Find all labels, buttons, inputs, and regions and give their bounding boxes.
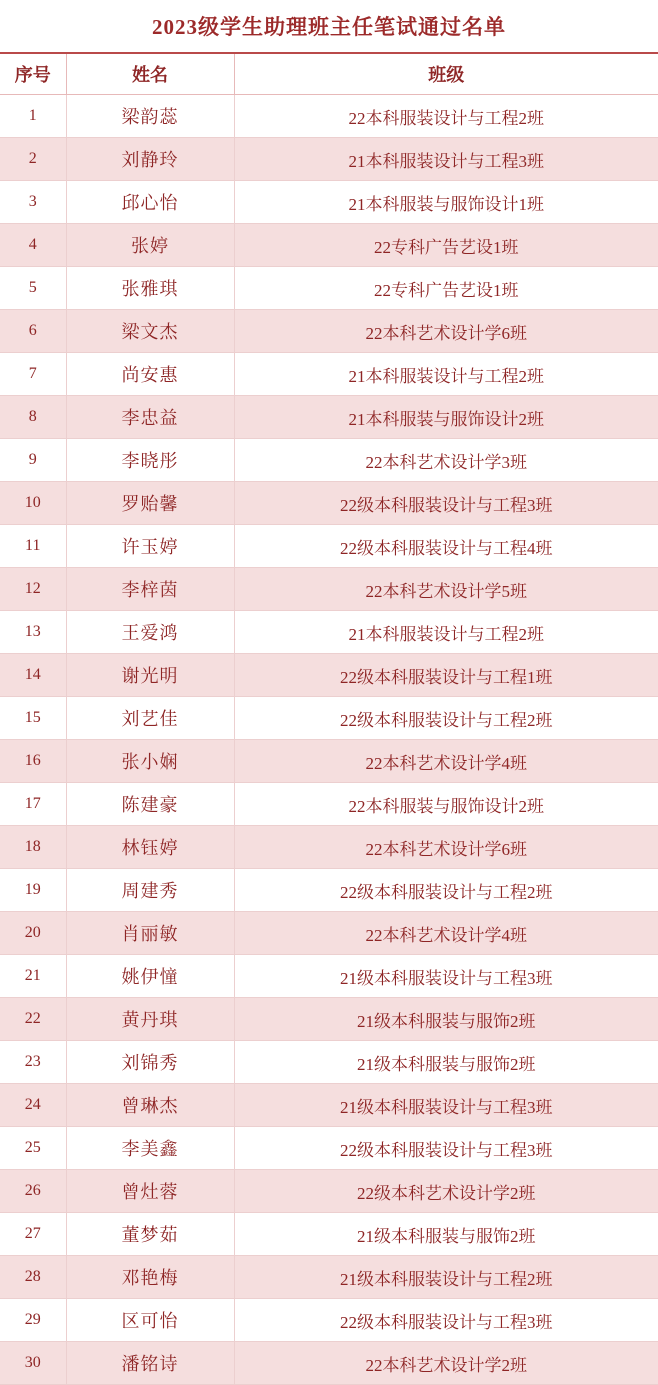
cell-name: 李梓茵 [66,568,234,611]
cell-class: 22本科艺术设计学6班 [234,310,658,353]
cell-index: 24 [0,1084,66,1127]
cell-index: 25 [0,1127,66,1170]
cell-index: 18 [0,826,66,869]
table-row [0,568,658,611]
cell-index: 5 [0,267,66,310]
cell-class: 22级本科服装设计与工程3班 [234,482,658,525]
cell-index: 16 [0,740,66,783]
table-row [0,912,658,955]
table-row [0,955,658,998]
cell-index: 15 [0,697,66,740]
cell-name: 谢光明 [66,654,234,697]
cell-name: 肖丽敏 [66,912,234,955]
table-row [0,826,658,869]
table-row [0,697,658,740]
cell-name: 李忠益 [66,396,234,439]
table-row [0,482,658,525]
cell-index: 9 [0,439,66,482]
cell-index: 12 [0,568,66,611]
cell-name: 尚安惠 [66,353,234,396]
table-row [0,783,658,826]
table-body [0,95,658,1385]
cell-name: 刘静玲 [66,138,234,181]
cell-class: 22级本科艺术设计学2班 [234,1170,658,1213]
roster-table [0,54,658,1385]
cell-class: 22本科艺术设计学6班 [234,826,658,869]
document-title-bar [0,0,658,54]
cell-class: 21本科服装与服饰设计2班 [234,396,658,439]
table-row [0,310,658,353]
cell-index: 8 [0,396,66,439]
cell-index: 22 [0,998,66,1041]
cell-class: 22级本科服装设计与工程2班 [234,697,658,740]
cell-index: 23 [0,1041,66,1084]
cell-class: 21本科服装设计与工程3班 [234,138,658,181]
table-row [0,396,658,439]
cell-name: 许玉婷 [66,525,234,568]
cell-index: 13 [0,611,66,654]
cell-class: 21本科服装设计与工程2班 [234,353,658,396]
cell-name: 姚伊憧 [66,955,234,998]
cell-name: 王爱鸿 [66,611,234,654]
table-row [0,1342,658,1385]
cell-name: 刘艺佳 [66,697,234,740]
cell-index: 3 [0,181,66,224]
table-row [0,267,658,310]
cell-index: 4 [0,224,66,267]
table-row [0,1256,658,1299]
cell-index: 2 [0,138,66,181]
cell-name: 张小娴 [66,740,234,783]
cell-index: 17 [0,783,66,826]
table-row [0,224,658,267]
cell-name: 区可怡 [66,1299,234,1342]
cell-name: 陈建豪 [66,783,234,826]
cell-class: 22本科艺术设计学4班 [234,912,658,955]
cell-name: 梁韵蕊 [66,95,234,138]
table-row [0,998,658,1041]
table-row [0,740,658,783]
cell-name: 张雅琪 [66,267,234,310]
cell-index: 30 [0,1342,66,1385]
cell-class: 22级本科服装设计与工程4班 [234,525,658,568]
column-header-index: 序号 [0,54,66,95]
cell-class: 22本科服装设计与工程2班 [234,95,658,138]
cell-class: 22本科艺术设计学2班 [234,1342,658,1385]
cell-class: 21级本科服装与服饰2班 [234,998,658,1041]
table-row [0,1041,658,1084]
table-row [0,181,658,224]
cell-index: 21 [0,955,66,998]
cell-class: 21级本科服装与服饰2班 [234,1213,658,1256]
cell-class: 22级本科服装设计与工程3班 [234,1299,658,1342]
cell-class: 21级本科服装与服饰2班 [234,1041,658,1084]
table-row [0,1170,658,1213]
table-header-row [0,54,658,95]
page-title: 2023级学生助理班主任笔试通过名单 [152,15,506,39]
table-row [0,1299,658,1342]
table-row [0,95,658,138]
table-row [0,611,658,654]
cell-class: 21本科服装设计与工程2班 [234,611,658,654]
table-row [0,654,658,697]
cell-index: 11 [0,525,66,568]
cell-class: 22本科艺术设计学5班 [234,568,658,611]
cell-class: 22专科广告艺设1班 [234,267,658,310]
cell-name: 刘锦秀 [66,1041,234,1084]
cell-index: 20 [0,912,66,955]
cell-index: 7 [0,353,66,396]
cell-name: 董梦茹 [66,1213,234,1256]
cell-name: 黄丹琪 [66,998,234,1041]
cell-index: 26 [0,1170,66,1213]
cell-name: 张婷 [66,224,234,267]
cell-class: 22本科艺术设计学3班 [234,439,658,482]
table-row [0,353,658,396]
table-row [0,869,658,912]
cell-index: 29 [0,1299,66,1342]
table-row [0,1213,658,1256]
cell-name: 曾琳杰 [66,1084,234,1127]
cell-index: 10 [0,482,66,525]
cell-index: 27 [0,1213,66,1256]
cell-name: 周建秀 [66,869,234,912]
cell-class: 21级本科服装设计与工程3班 [234,1084,658,1127]
cell-index: 6 [0,310,66,353]
cell-class: 22本科艺术设计学4班 [234,740,658,783]
cell-class: 21级本科服装设计与工程2班 [234,1256,658,1299]
table-header [0,54,658,95]
cell-name: 梁文杰 [66,310,234,353]
cell-index: 14 [0,654,66,697]
table-row [0,525,658,568]
cell-class: 22级本科服装设计与工程3班 [234,1127,658,1170]
table-row [0,1084,658,1127]
cell-name: 李晓彤 [66,439,234,482]
table-row [0,138,658,181]
column-header-class: 班级 [234,54,658,95]
cell-class: 22专科广告艺设1班 [234,224,658,267]
cell-name: 林钰婷 [66,826,234,869]
cell-name: 邓艳梅 [66,1256,234,1299]
column-header-name: 姓名 [66,54,234,95]
cell-name: 罗贻馨 [66,482,234,525]
cell-name: 邱心怡 [66,181,234,224]
cell-class: 21本科服装与服饰设计1班 [234,181,658,224]
cell-index: 28 [0,1256,66,1299]
cell-name: 曾灶蓉 [66,1170,234,1213]
cell-class: 21级本科服装设计与工程3班 [234,955,658,998]
cell-class: 22本科服装与服饰设计2班 [234,783,658,826]
table-row [0,439,658,482]
cell-class: 22级本科服装设计与工程2班 [234,869,658,912]
table-row [0,1127,658,1170]
cell-name: 李美鑫 [66,1127,234,1170]
cell-index: 19 [0,869,66,912]
cell-index: 1 [0,95,66,138]
cell-class: 22级本科服装设计与工程1班 [234,654,658,697]
cell-name: 潘铭诗 [66,1342,234,1385]
